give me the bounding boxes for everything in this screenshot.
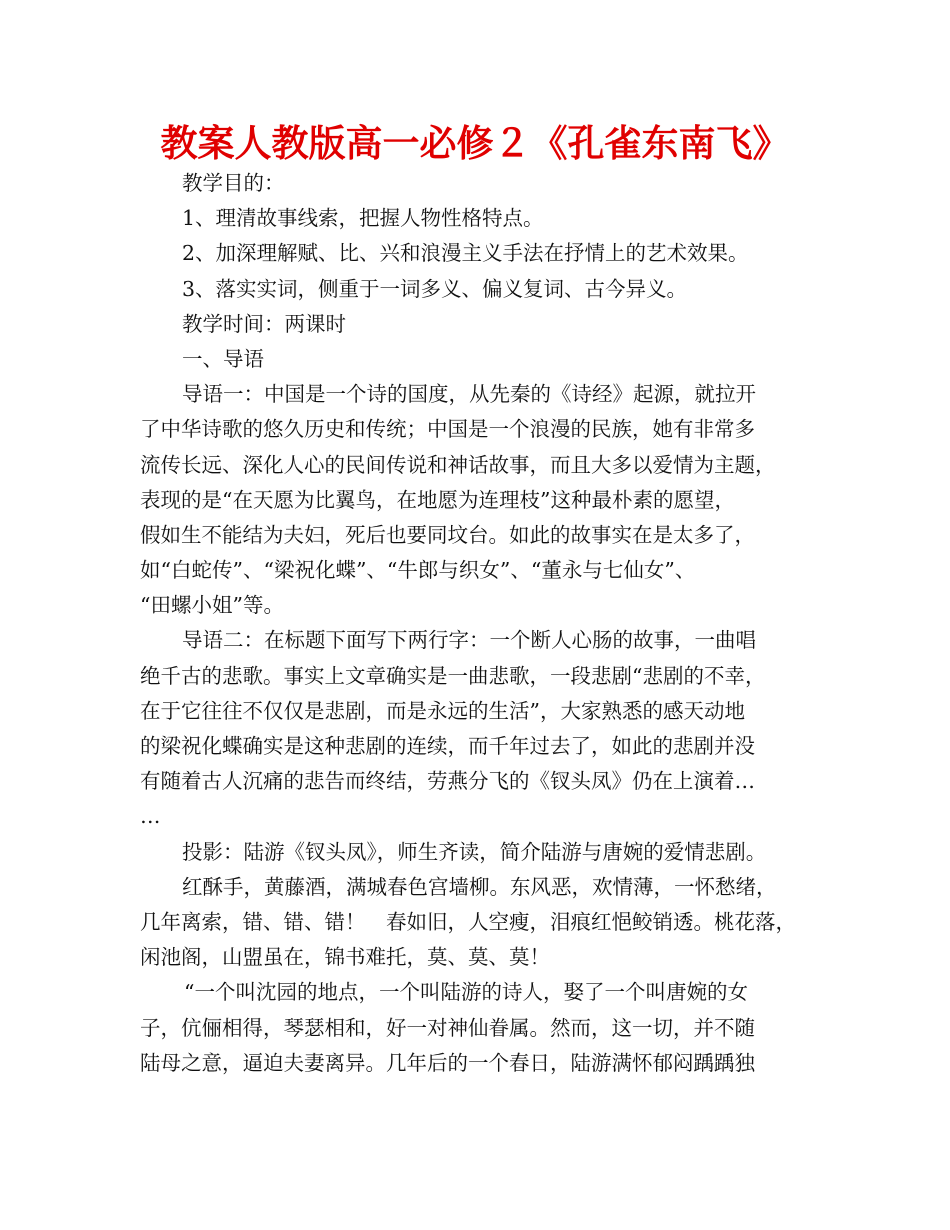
paragraph-line: 绝千古的悲歌。事实上文章确实是一曲悲歌，一段悲剧“悲剧的不幸，	[140, 663, 766, 688]
paragraph-line: “田螺小姐”等。	[140, 593, 284, 618]
paragraph-line: 教学目的：	[182, 171, 285, 195]
document-body	[140, 166, 812, 1081]
paragraph-line: “一个叫沈园的地点，一个叫陆游的诗人，娶了一个叫唐婉的女	[184, 980, 748, 1005]
paragraph-line: 子，伉俪相得，琴瑟相和，好一对神仙眷属。然而，这一切，并不随	[140, 1015, 755, 1040]
paragraph-line: 了中华诗歌的悠久历史和传统；中国是一个浪漫的民族，她有非常多	[140, 417, 755, 442]
paragraph-line: 在于它往往不仅仅是悲剧，而是永远的生活”，大家熟悉的感天动地	[140, 698, 745, 723]
paragraph-line: 的梁祝化蝶确实是这种悲剧的连续，而千年过去了，如此的悲剧并没	[140, 734, 755, 758]
paragraph-line: …	[140, 804, 161, 829]
poem-line: 红酥手，黄藤酒，满城春色宫墙柳。东风恶，欢情薄，一怀愁绪，	[182, 874, 777, 899]
paragraph-line: 3、落实实词，侧重于一词多义、偏义复词、古今异义。	[182, 276, 688, 301]
document-title: 教案人教版高一必修２《孔雀东南飞》	[160, 122, 790, 165]
poem-line: 闲池阁，山盟虽在，锦书难托，莫、莫、莫！	[140, 945, 550, 970]
paragraph-line: 教学时间：两课时	[182, 311, 346, 336]
paragraph-line: 陆母之意，逼迫夫妻离异。几年后的一个春日，陆游满怀郁闷踽踽独	[140, 1050, 755, 1075]
paragraph-line: 假如生不能结为夫妇，死后也要同坟台。如此的故事实在是太多了，	[140, 522, 755, 547]
paragraph-line: 表现的是“在天愿为比翼鸟，在地愿为连理枝”这种最朴素的愿望，	[140, 487, 735, 512]
poem-line: 几年离索，错、错、错！ 春如旧，人空瘦，泪痕红悒鲛销透。桃花落，	[140, 909, 796, 934]
paragraph-line: 流传长远、深化人心的民间传说和神话故事，而且大多以爱情为主题，	[140, 452, 776, 477]
paragraph-line: 2、加深理解赋、比、兴和浪漫主义手法在抒情上的艺术效果。	[182, 241, 749, 266]
section-heading: 一、导语	[182, 346, 264, 371]
paragraph-line: 如“白蛇传”、“梁祝化蝶”、“牛郎与织女”、“董永与七仙女”、	[140, 558, 696, 583]
paragraph-line: 导语二：在标题下面写下两行字：一个断人心肠的故事，一曲唱	[182, 628, 756, 653]
paragraph-line: 有随着古人沉痛的悲告而终结，劳燕分飞的《钗头凤》仍在上演着…	[140, 769, 755, 794]
paragraph-line: 投影：陆游《钗头凤》，师生齐读，简介陆游与唐婉的爱情悲剧。	[182, 839, 767, 864]
paragraph-line: 1、理清故事线索，把握人物性格特点。	[182, 206, 544, 231]
paragraph-line: 导语一：中国是一个诗的国度，从先秦的《诗经》起源，就拉开	[182, 382, 756, 407]
